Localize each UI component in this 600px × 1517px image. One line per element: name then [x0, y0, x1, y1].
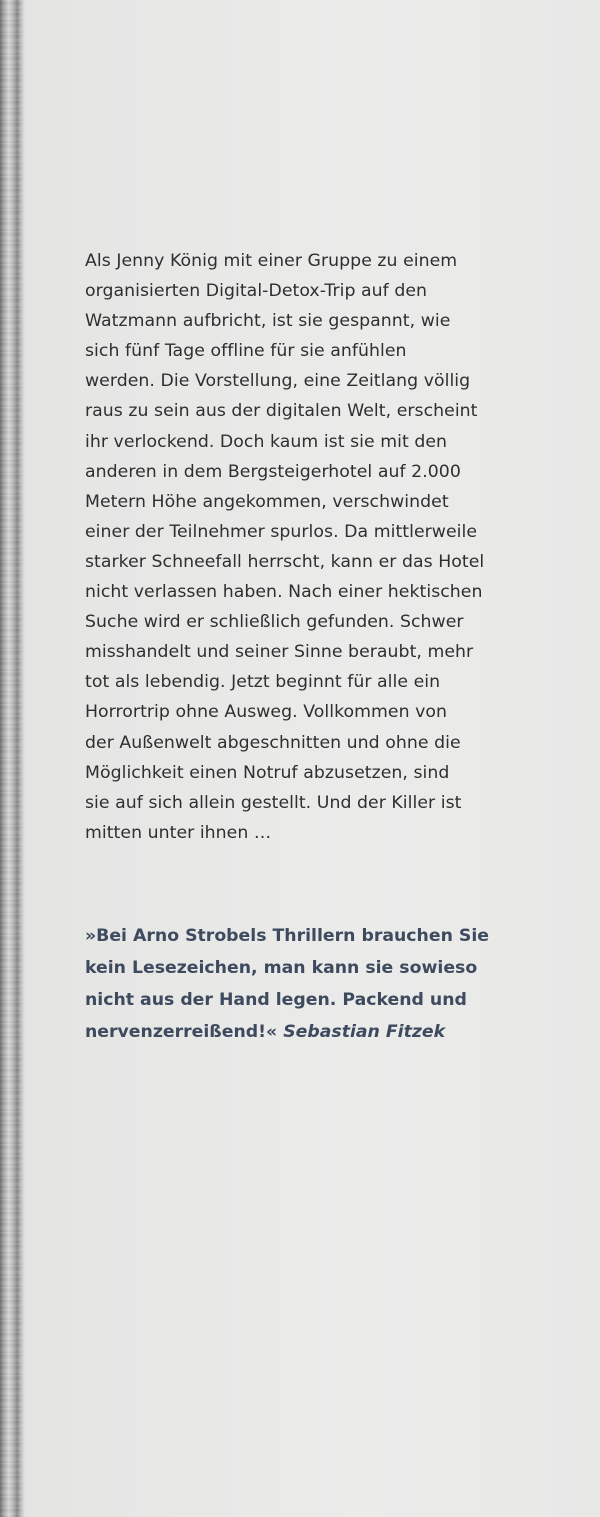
- quote-line: kein Lesezeichen, man kann sie sowieso: [85, 958, 478, 978]
- blurb-line: starker Schneefall herrscht, kann er das Hotel: [85, 551, 485, 572]
- blurb-text: [85, 246, 555, 848]
- blurb-line: misshandelt und seiner Sinne beraubt, mehr: [85, 642, 474, 663]
- quote-closing-text: nervenzerreißend!«: [85, 1022, 278, 1042]
- blurb-line: sie auf sich allein gestellt. Und der Killer ist: [85, 792, 462, 813]
- blurb-line: einer der Teilnehmer spurlos. Da mittlerweile: [85, 521, 478, 542]
- blurb-line: tot als lebendig. Jetzt beginnt für alle ein: [85, 672, 441, 693]
- blurb-line: Metern Höhe angekommen, verschwindet: [85, 491, 449, 512]
- blurb-line: ihr verlockend. Doch kaum ist sie mit den: [85, 431, 448, 452]
- book-spine-edge: [0, 0, 22, 1517]
- blurb-line: mitten unter ihnen …: [85, 822, 272, 843]
- blurb-line: sich fünf Tage offline für sie anfühlen: [85, 341, 407, 362]
- blurb-line: Als Jenny König mit einer Gruppe zu einem: [85, 251, 458, 271]
- review-quote: [85, 920, 555, 1048]
- blurb-line: nicht verlassen haben. Nach einer hektischen: [85, 582, 483, 603]
- blurb-line: Watzmann aufbricht, ist sie gespannt, wie: [85, 311, 451, 332]
- quote-line: nicht aus der Hand legen. Packend und: [85, 990, 467, 1010]
- quote-last-line: [85, 1016, 555, 1048]
- quote-author: Sebastian Fitzek: [283, 1022, 446, 1042]
- blurb-line: Suche wird er schließlich gefunden. Schwer: [85, 612, 464, 633]
- blurb-line: organisierten Digital-Detox-Trip auf den: [85, 281, 428, 302]
- blurb-line: Horrortrip ohne Ausweg. Vollkommen von: [85, 702, 448, 723]
- blurb-line: werden. Die Vorstellung, eine Zeitlang völlig: [85, 371, 471, 392]
- blurb-line: Möglichkeit einen Notruf abzusetzen, sind: [85, 762, 450, 783]
- blurb-line: raus zu sein aus der digitalen Welt, erscheint: [85, 401, 478, 422]
- blurb-line: der Außenwelt abgeschnitten und ohne die: [85, 732, 461, 753]
- blurb-line: anderen in dem Bergsteigerhotel auf 2.000: [85, 461, 461, 482]
- quote-line: »Bei Arno Strobels Thrillern brauchen Sie: [85, 926, 489, 946]
